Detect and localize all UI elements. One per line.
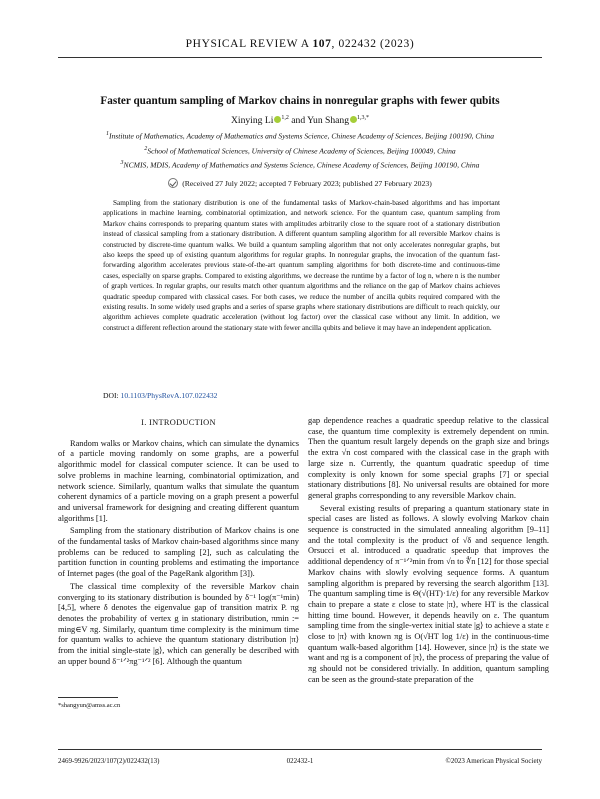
- affiliation-marker: 3: [120, 160, 124, 167]
- affiliation-line: [40, 157, 560, 172]
- author-affiliation-marker: 1,3,*: [357, 115, 369, 121]
- header-rule: [58, 57, 542, 58]
- author-name: Xinying Li: [230, 115, 274, 127]
- journal-header: [0, 38, 600, 50]
- affiliation-line: [40, 143, 560, 158]
- doi-link[interactable]: 10.1103/PhysRevA.107.022432: [120, 391, 218, 400]
- author-name: Yun Shang: [307, 115, 349, 127]
- author-conjunction: and: [288, 115, 308, 127]
- right-column: [308, 416, 549, 688]
- body-paragraph: Sampling from the stationary distribution of Markov chains is one of the fundamental tasks of Markov chain-based algorithms since many problems can be reduced to sampling [2], such as calculating the partition function in counting problems and estimating the importance of Internet pages (the goal of the PageRank algorithm [3]).: [58, 526, 299, 579]
- affiliation-marker: 1: [105, 131, 109, 137]
- author-affiliation-marker: 1,2: [281, 115, 289, 121]
- publication-dates: [60, 178, 540, 188]
- affiliation-marker: 2: [144, 145, 148, 152]
- affiliations: [40, 128, 560, 172]
- affiliation-text: Institute of Mathematics, Academy of Mathematics and Systems Science, Chinese Academy of Sciences, Beijing 100190, China: [108, 131, 494, 141]
- affiliation-text: School of Mathematical Sciences, University of Chinese Academy of Sciences, Beijing 100049, China: [147, 146, 456, 156]
- orcid-icon[interactable]: [350, 116, 357, 123]
- paper-title: Faster quantum sampling of Markov chains in nonregular graphs with fewer qubits: [100, 95, 500, 107]
- footer-copyright: ©2023 American Physical Society: [445, 757, 542, 765]
- section-heading: I. INTRODUCTION: [141, 418, 216, 427]
- body-paragraph: The classical time complexity of the reversible Markov chain converging to its stationary distribution is bounded by δ⁻¹ log(π⁻¹min) [4,5], where δ denotes the eigenvalue gap of transition matrix P. πg denotes the probability of vertex g in stationary distribution, πmin := ming∈V πg. Similarly, quantum time complexity is the minimum time for quantum walks to achieve the quantum stationary distribution |π⟩ from the initial single-state |g⟩, which can generally be described with an upper bound δ⁻¹ᐟ²πg⁻¹ᐟ² [6]. Although the quantum: [58, 581, 299, 666]
- author-list: [60, 115, 540, 126]
- journal-name: PHYSICAL REVIEW A: [185, 38, 309, 50]
- journal-volume: 107: [312, 38, 332, 50]
- left-column: [58, 418, 299, 669]
- body-paragraph: gap dependence reaches a quadratic speedup relative to the classical case, the quantum time complexity is extremely dependent on πmin. Then the quantum result largely depends on the graph size and brings the extra √n cost compared with the classical case in the graph with large size n. Currently, the quantum quadratic speedup of time complexity is only known for some special graphs [7] or special stationary distributions [8]. No universal results are obtained for more general graphs corresponding to any reversible Markov chain.: [308, 416, 549, 500]
- abstract: Sampling from the stationary distribution is one of the fundamental tasks of Markov-chain-based algorithms and has important applications in machine learning, combinatorial optimization, and network science. For the quantum case, quantum sampling from Markov chains corresponds to preparing quantum states with amplitudes arbitrarily close to the square root of a stationary distribution instead of classical sampling from a stationary distribution. A different quantum sampling algorithm for all reversible Markov chains is constructed by discrete-time quantum walks. We build a quantum sampling algorithm that not only accelerates nonregular graphs, but also keeps the speed up of existing quantum algorithms for regular graphs. In nonregular graphs, the invocation of the quantum fast-forwarding algorithm accelerates previous state-of-the-art quantum sampling algorithms for both discrete-time and continuous-time cases, especially on sparse graphs. Compared to existing algorithms, we decrease the runtime by a factor of log n, where n is the number of graph vertices. In regular graphs, our results match other quantum algorithms and the reliance on the gap of Markov chains achieves quadratic speedup compared with classical cases. For both cases, we reduce the number of ancilla qubits required compared with the existing results. In some widely used graphs and a series of sparse graphs where stationary distributions are difficult to reach quickly, our algorithm achieves complete quadratic acceleration (without log factor) over the classical case without any limit. In addition, we construct a different reflection around the stationary state with fewer ancilla qubits and believe it may have an independent application.: [103, 199, 500, 332]
- doi-label: DOI:: [103, 391, 121, 400]
- affiliation-text: NCMIS, MDIS, Academy of Mathematics and Systems Science, Chinese Academy of Sciences, Beijing 100190, China: [123, 160, 480, 170]
- dates-text: (Received 27 July 2022; accepted 7 February 2023; published 27 February 2023): [182, 179, 432, 188]
- journal-issue: , 022432 (2023): [331, 38, 415, 50]
- body-paragraph: Several existing results of preparing a quantum stationary state in special cases are listed as follows. A slowly evolving Markov chain sequence is constructed in the simulated annealing algorithm [9–11] and the total complexity is the product of √δ and sequence length. Orsucci et al. introduced a quadratic speedup that improves the additional dependency of π⁻¹ᐟ²min from √n to ∜n [12] for those special Markov chains with slowly evolving sequence forms. A quantum sampling algorithm is prepared by reversing the search algorithm [13]. The quantum sampling time is Θ(√(HT)·1/ε) for any reversible Markov chain to prepare a state ε close to state |π⟩, where HT is the classical hitting time bound. However, it depends heavily on ε. The quantum sampling time from the single-vertex initial state |g⟩ to achieve a state ε close to |π⟩ with known πg is O(√HT log 1/ε) in the continuous-time quantum walk-based algorithm [14]. However, since |π⟩ is the state we want and πg is a component of |π⟩, the process of preparing the value of πg should not be considered trivially. In addition, quantum sampling can be seen as the ground-state preparation of the: [308, 503, 549, 684]
- footer-rule: [58, 749, 542, 750]
- check-for-updates-icon[interactable]: [168, 178, 178, 188]
- affiliation-line: [40, 128, 560, 143]
- footnote-rule: [58, 697, 118, 698]
- doi: [103, 391, 217, 400]
- footnote-email: *shangyun@amss.ac.cn: [58, 702, 121, 709]
- page-number: 022432-1: [286, 757, 314, 765]
- footer-issn: 2469-9926/2023/107(2)/022432(13): [58, 757, 160, 765]
- body-paragraph: Random walks or Markov chains, which can simulate the dynamics of a particle moving randomly on some graphs, are a powerful algorithmic model for classical computer science. It can be used to solve problems in machine learning, combinatorial optimization, and network science. Similarly, quantum walks that simulate the quantum coherent dynamics of a particle moving on a graph present a powerful and universal framework for designing and creating different quantum algorithms [1].: [58, 438, 299, 523]
